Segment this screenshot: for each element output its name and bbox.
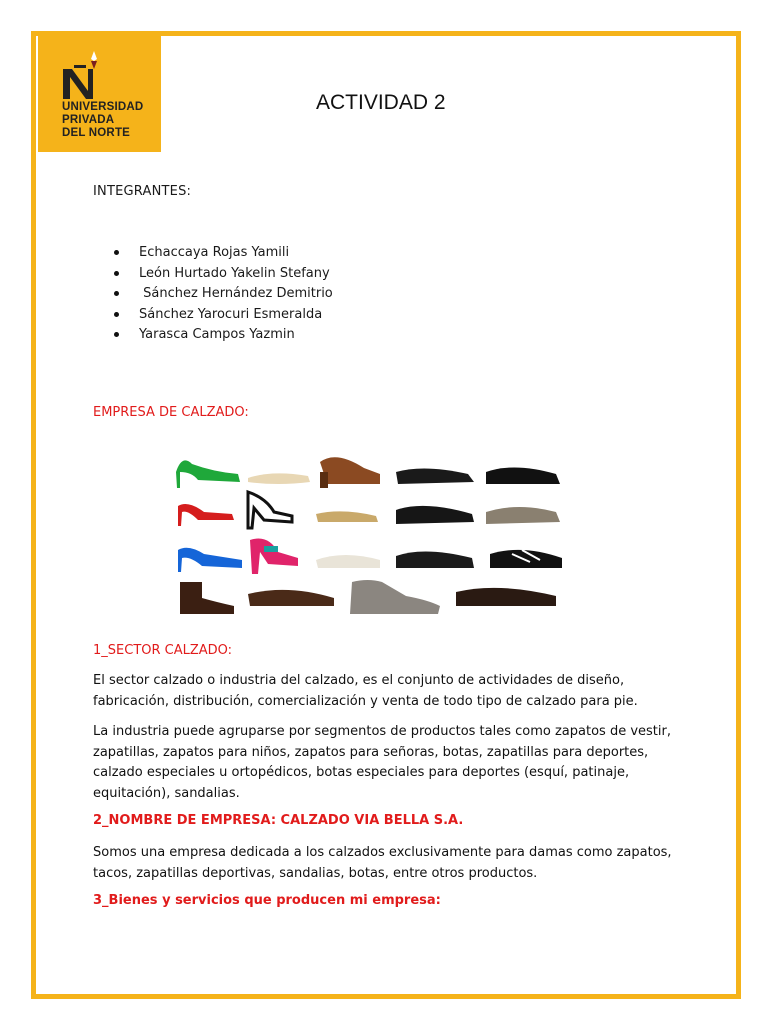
shoe-green-pump-icon [176, 460, 240, 488]
shoe-dark-loafer-icon [456, 588, 556, 606]
members-list [114, 243, 333, 346]
shoe-red-heel-icon [178, 504, 234, 526]
shoe-brown-boot-icon [180, 582, 234, 614]
shoe-brown-moccasin-icon [248, 590, 334, 606]
shoe-black-loafer-icon [396, 551, 474, 568]
member-name: Yarasca Campos Yazmin [139, 327, 295, 342]
member-name: Sánchez Yarocuri Esmeralda [139, 306, 323, 322]
page-title: ACTIVIDAD 2 [316, 91, 446, 114]
bullet-icon [114, 250, 119, 255]
shoe-white-flat-icon [316, 555, 380, 568]
member-name: Sánchez Hernández Demitrio [139, 286, 333, 301]
list-item [114, 284, 333, 305]
nombre-paragraph: Somos una empresa dedicada a los calzados exclusivamente para damas como zapatos, tacos, zapatillas deportivas, sandalias, botas, entre otros productos. [93, 845, 672, 881]
bullet-icon [114, 332, 119, 337]
members-label: INTEGRANTES: [93, 184, 192, 199]
university-logo [38, 33, 161, 152]
heading-sector: 1_SECTOR CALZADO: [93, 643, 233, 658]
sector-paragraph: El sector calzado o industria del calzado, es el conjunto de actividades de diseño, fabricación, distribución, comercialización y venta de todo tipo de calzado para pie. [93, 673, 638, 709]
bullet-icon [114, 271, 119, 276]
shoes-collage-image [168, 442, 568, 617]
heading-nombre: 2_NOMBRE DE EMPRESA: CALZADO VIA BELLA S.A. [93, 813, 464, 828]
member-name: León Hurtado Yakelin Stefany [139, 265, 330, 281]
university-name-line: UNIVERSIDAD [62, 101, 144, 113]
shoe-gray-chukka-icon [350, 580, 440, 614]
member-name: Echaccaya Rojas Yamili [139, 245, 290, 260]
heading-empresa: EMPRESA DE CALZADO: [93, 405, 249, 420]
university-name-line: PRIVADA [62, 114, 115, 126]
list-item [114, 325, 333, 346]
university-name-line: DEL NORTE [62, 127, 131, 139]
shoe-gold-sandal-icon [316, 511, 378, 522]
shoe-multicolor-heel-icon [250, 539, 298, 575]
shoe-black-loafer-icon [396, 468, 474, 484]
sector-paragraph: La industria puede agruparse por segmentos de productos tales como zapatos de vestir, zapatillas, zapatos para niños, zapatos para señoras, botas, zapatillas para deportes, calzado especiales u ortopédicos, botas especiales para deportes (esquí, patinaje, equitación), sandalias. [93, 724, 671, 801]
shoe-gray-sneaker-icon [486, 507, 560, 524]
list-item [114, 243, 333, 264]
bullet-icon [114, 291, 119, 296]
university-name [62, 101, 143, 140]
shoe-brown-sandal-icon [320, 457, 380, 488]
list-item [114, 305, 333, 326]
shoe-black-sneaker-icon [490, 550, 562, 568]
shoe-beige-flat-icon [248, 473, 310, 484]
bullet-icon [114, 312, 119, 317]
shoe-black-oxford-icon [486, 467, 560, 484]
shoe-blue-pump-icon [178, 548, 242, 572]
shoe-black-strappy-heel-icon [248, 492, 292, 528]
shoe-black-dress-shoe-icon [396, 506, 474, 524]
heading-bienes: 3_Bienes y servicios que producen mi empresa: [93, 893, 441, 908]
list-item [114, 264, 333, 285]
